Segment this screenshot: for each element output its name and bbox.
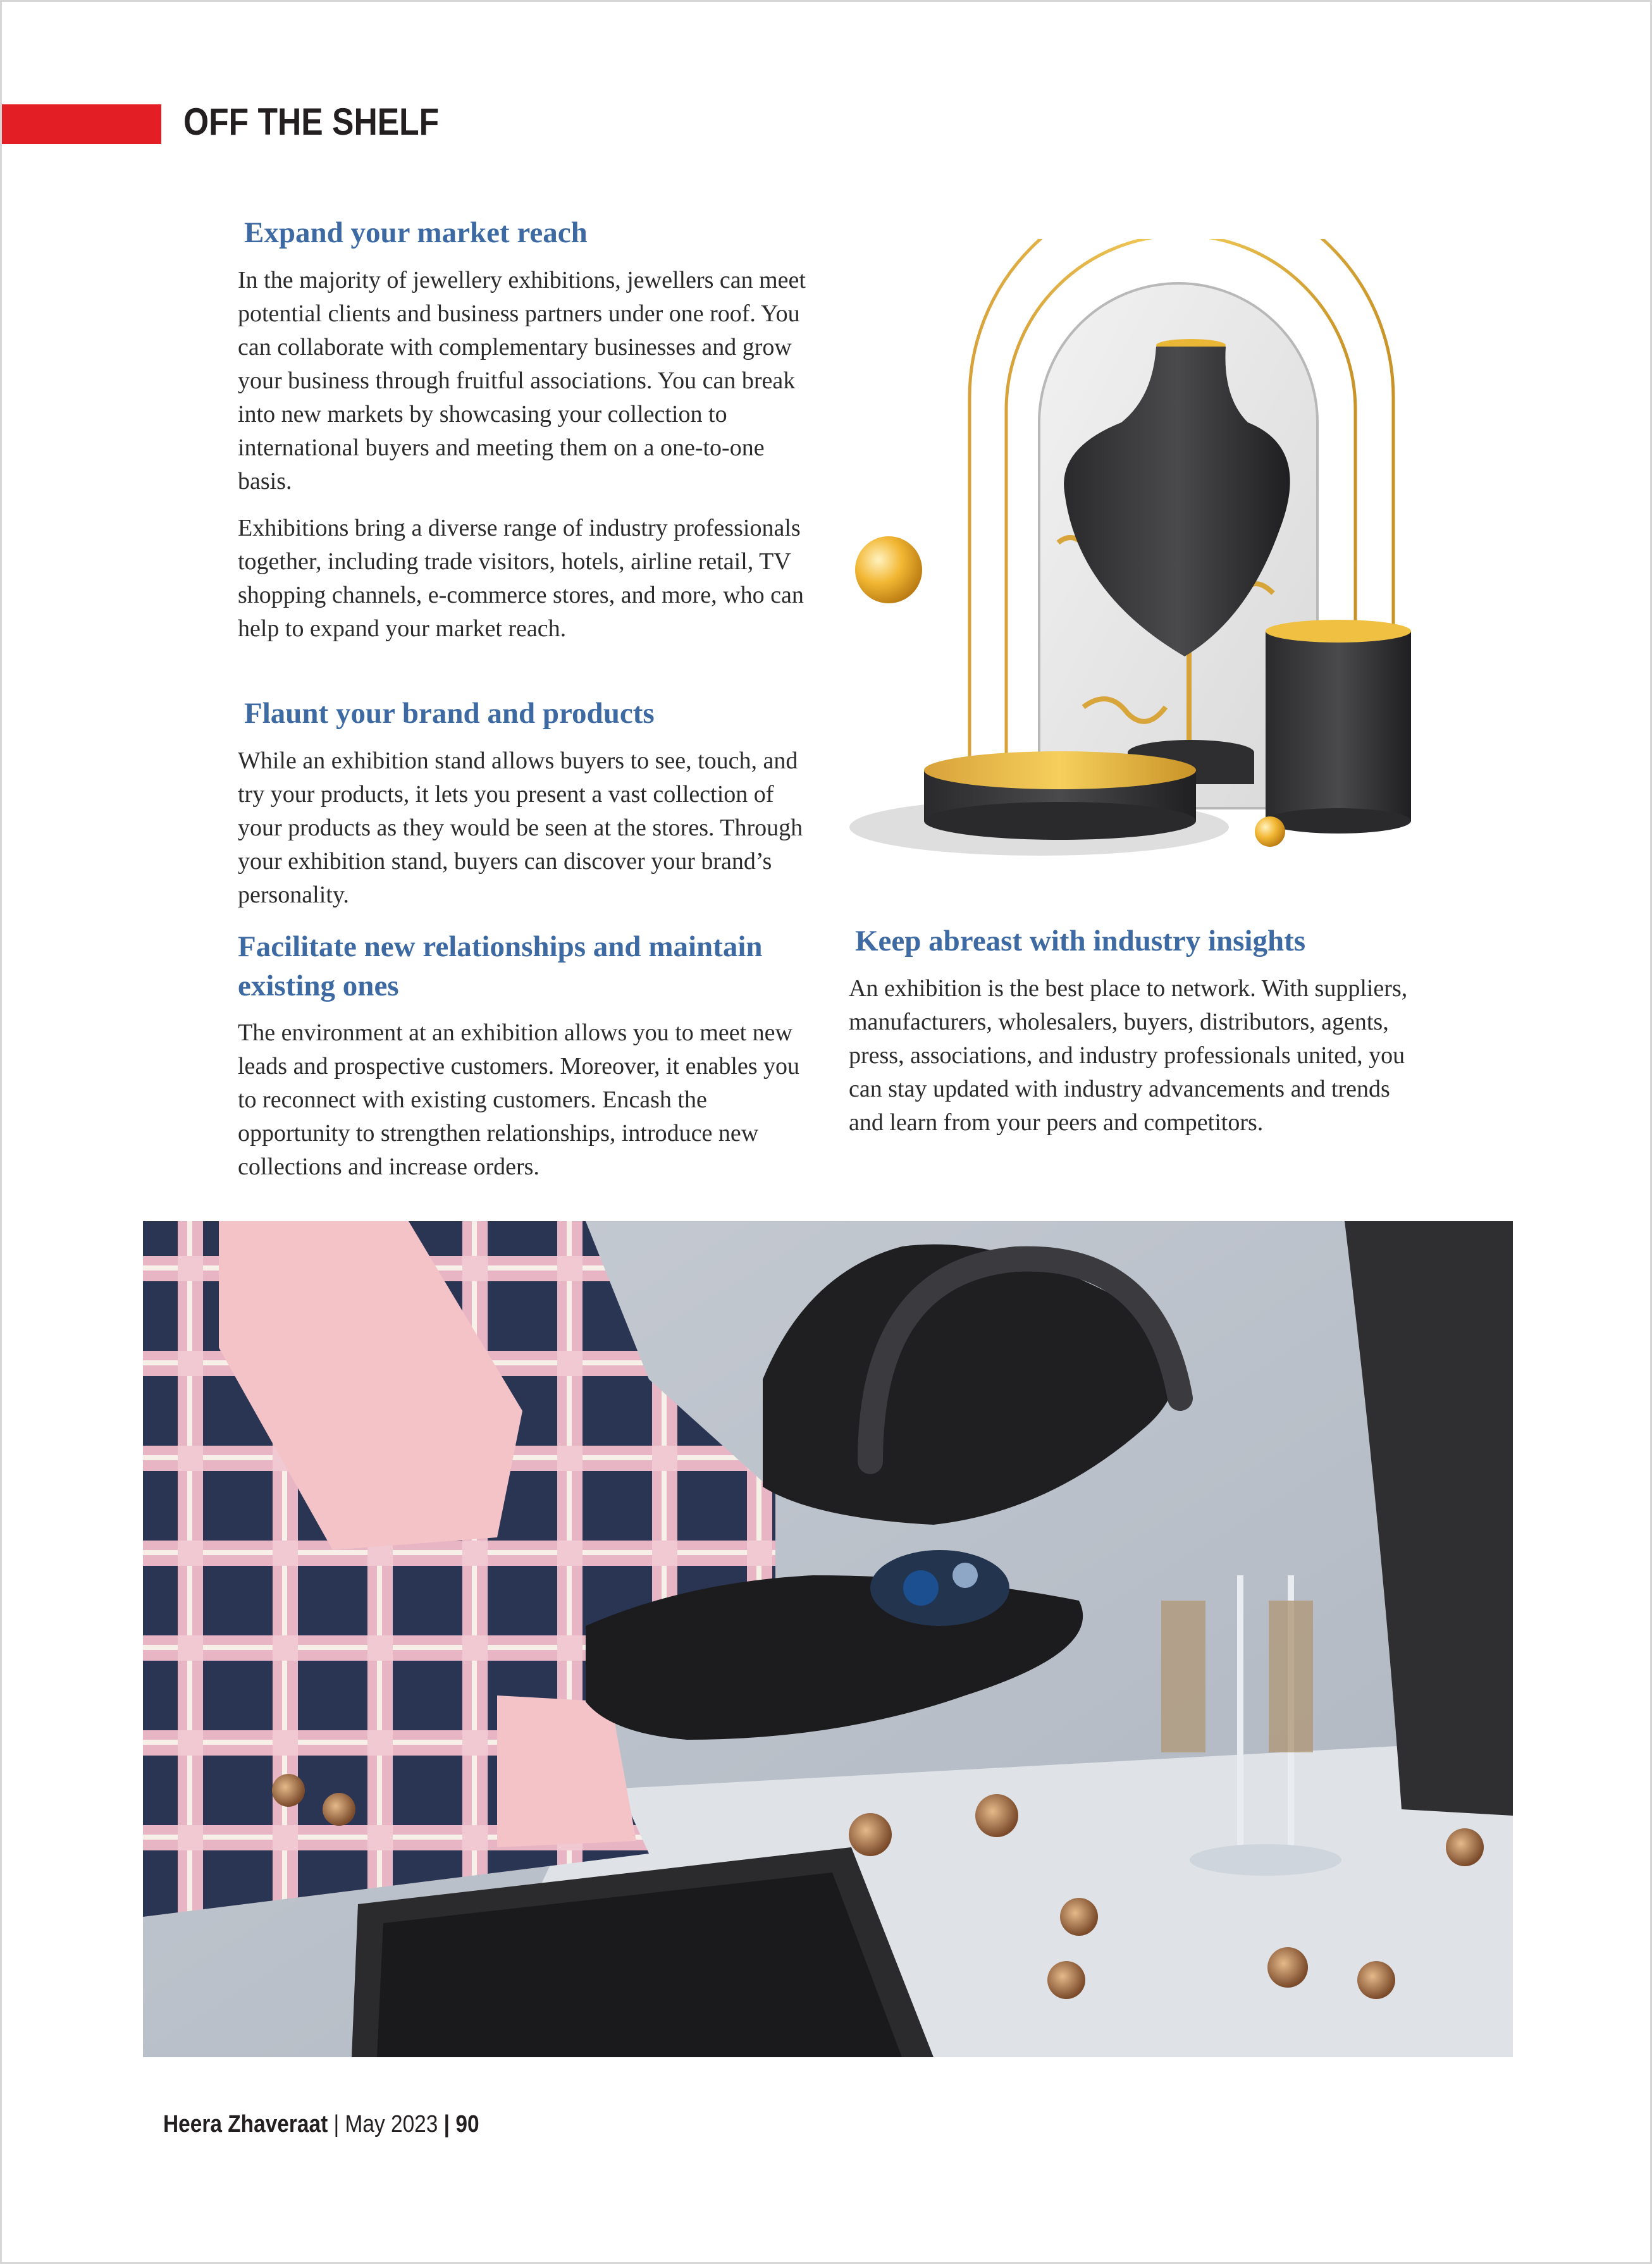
paragraph-flaunt: While an exhibition stand allows buyers to see, touch, and try your products, it lets you present a vast collection of your products as they would be seen at the stores. Through your exhibition stand, buyers can discover your brand’s personality. (238, 747, 803, 908)
section-marker-bar (2, 104, 161, 144)
jewellery-display-illustration (830, 239, 1431, 859)
section-title: OFF THE SHELF (183, 101, 440, 143)
footer-page-number: 90 (455, 2111, 479, 2138)
footer-separator-2: | (443, 2111, 450, 2138)
page-footer (163, 2111, 479, 2138)
footer-publication: Heera Zhaveraat (163, 2111, 328, 2138)
heading-facilitate-relationships: Facilitate new relationships and maintain existing ones (238, 930, 763, 1002)
footer-issue: May 2023 (345, 2111, 438, 2138)
heading-expand-market-reach: Expand your market reach (244, 216, 588, 249)
paragraph-facilitate: The environment at an exhibition allows you to meet new leads and prospective customers. Moreover, it enables you to reconnect with existing customers. Encash the opportunity to strengthen relationships, introduce new collections and increase orders. (238, 1019, 800, 1180)
paragraph-expand-2: Exhibitions bring a diverse range of industry professionals together, including trade visitors, hotels, airline retail, TV shopping channels, e-commerce stores, and more, who can help to expand your market reach. (238, 515, 804, 642)
heading-flaunt-brand: Flaunt your brand and products (244, 697, 655, 730)
paragraph-industry-insights: An exhibition is the best place to network. With suppliers, manufacturers, wholesalers, buyers, distributors, agents, press, associations, and industry professionals united, you can stay updated with industry advancements and trends and learn from your peers and competitors. (849, 975, 1408, 1136)
exhibition-jewellery-photo (143, 1221, 1513, 2057)
heading-industry-insights: Keep abreast with industry insights (855, 925, 1306, 957)
paragraph-expand-1: In the majority of jewellery exhibitions, jewellers can meet potential clients and business partners under one roof. You can collaborate with complementary businesses and grow your business through fruitful associations. You can break into new markets by showcasing your collection to international buyers and meeting them on a one-to-one basis. (238, 267, 806, 495)
footer-separator: | (333, 2111, 340, 2138)
